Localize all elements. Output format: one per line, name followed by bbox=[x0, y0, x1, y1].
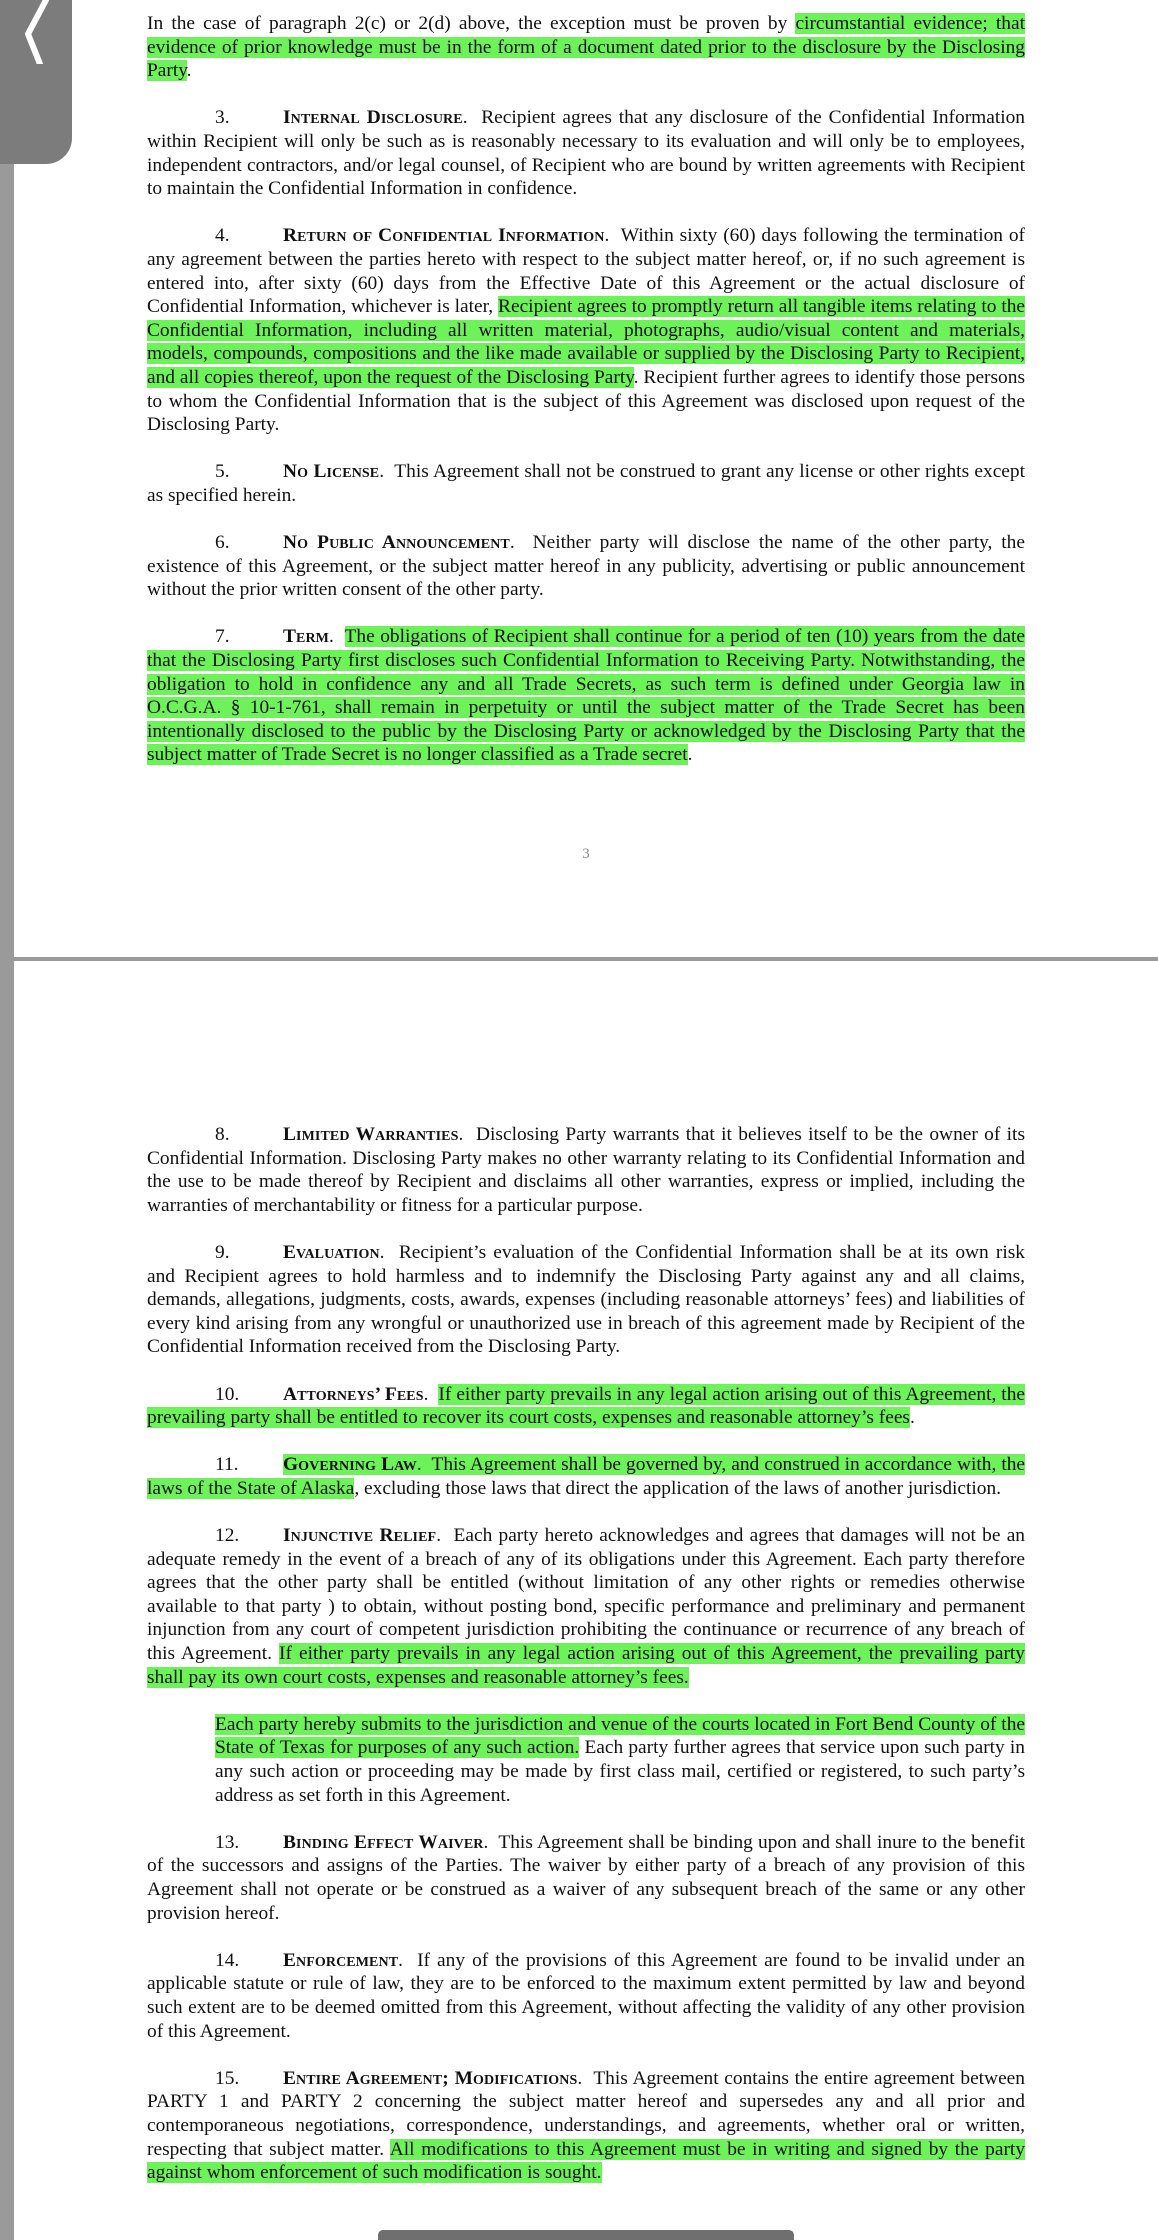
chevron-left-icon bbox=[16, 0, 56, 64]
heading-punctuation: . bbox=[436, 1525, 454, 1547]
section-heading: Return of Confidential Information bbox=[283, 225, 605, 247]
section-13 bbox=[147, 1831, 1025, 1925]
section-9 bbox=[147, 1241, 1025, 1359]
home-indicator[interactable] bbox=[378, 2230, 794, 2240]
section-number: 3. bbox=[215, 107, 230, 129]
section-number: 5. bbox=[215, 461, 230, 483]
section-heading: Limited Warranties bbox=[283, 1124, 459, 1145]
highlighted-text: Each party hereby submits to the jurisdiction and venue of the courts located in Fort Bend County of the State of Texas for purposes of any such action. bbox=[215, 1713, 1025, 1759]
document-page-4 bbox=[14, 961, 1158, 2240]
section-14 bbox=[147, 1949, 1025, 2043]
document-page-3 bbox=[14, 0, 1158, 957]
body-text: Within sixty (60) days following the termination of any agreement between the parties hereto with respect to the subject matter hereof, or, if no such agreement is entered into, after sixty (60) days from the Effective Date of this Agreement or the actual disclosure of Confidential Information, whichever is later, bbox=[147, 225, 1025, 318]
section-3 bbox=[147, 106, 1025, 200]
section-heading: Evaluation bbox=[283, 1241, 380, 1263]
section-6 bbox=[147, 531, 1025, 602]
section-number: 10. bbox=[215, 1383, 240, 1405]
highlighted-text: All modifications to this Agreement must be in writing and signed by the party against whom enforcement of such modification is sought. bbox=[147, 2138, 1026, 2184]
paragraph bbox=[147, 1713, 1025, 1807]
body-text: , excluding those laws that direct the application of the laws of another jurisdiction. bbox=[354, 1477, 1002, 1499]
section-heading: Entire Agreement; Modifications bbox=[283, 2067, 578, 2089]
section-12 bbox=[147, 1524, 1025, 1689]
body-text: Each party further agrees that service upon such party in any such action or proceeding may be made by first class mail, certified or registered, to such party’s address as set forth in this Agreement. bbox=[215, 1737, 1025, 1806]
body-text: This Agreement shall not be construed to grant any license or other rights except as specified herein. bbox=[147, 461, 1025, 506]
highlighted-text: The obligations of Recipient shall continue for a period of ten (10) years from the date that the Disclosing Party first discloses such Confidential Information to Receiving Party. Notwithstanding, the obligation to hold in confidence any and all Trade Secrets, as such term is defined under Georgia law in O.C.G.A. § 10-1-761, shall remain in perpetuity or until the subject matter of the Trade Secret has been intentionally disclosed to the public by the Disclosing Party or acknowledged by the Disclosing Party that the subject matter of Trade Secret is no longer classified as a Trade secret bbox=[147, 626, 1025, 766]
page-number: 3 bbox=[582, 846, 590, 862]
heading-punctuation: . bbox=[416, 1454, 432, 1476]
section-heading: Binding Effect Waiver bbox=[283, 1831, 484, 1853]
paragraph bbox=[147, 12, 1025, 83]
section-number: 9. bbox=[215, 1241, 230, 1263]
heading-punctuation: . bbox=[423, 1383, 439, 1405]
highlighted-text: Recipient agrees to promptly return all tangible items relating to the Confidential Information, including all written material, photographs, audio/visual content and materials, models, compounds, compositions and the like made available or supplied by the Disclosing Party to Recipient, and all copies thereof, upon the request of the Disclosing Party bbox=[147, 296, 1026, 388]
body-text: In the case of paragraph 2(c) or 2(d) above, the exception must be proven by bbox=[147, 13, 796, 34]
section-number: 4. bbox=[215, 225, 230, 247]
heading-punctuation: . bbox=[509, 532, 533, 554]
section-heading: Attorneys’ Fees bbox=[283, 1383, 424, 1405]
section-15 bbox=[147, 2067, 1025, 2185]
section-number: 13. bbox=[215, 1831, 240, 1853]
heading-punctuation: . bbox=[329, 626, 345, 648]
heading-punctuation: . bbox=[379, 1241, 399, 1263]
section-heading: No License bbox=[283, 461, 380, 483]
page-3-body bbox=[147, 12, 1025, 791]
section-10 bbox=[147, 1383, 1025, 1430]
section-number: 15. bbox=[215, 2067, 240, 2089]
heading-punctuation: . bbox=[379, 461, 395, 483]
body-text: . bbox=[687, 744, 693, 766]
body-text: Each party hereto acknowledges and agrees that damages will not be an adequate remedy in the event of a breach of any of its obligations under this Agreement. Each party therefore agrees that the other party shall be entitled (without limitation of any other rights or remedies otherwise available to that party ) to obtain, without posting bond, specific performance and preliminary and permanent injunction from any court of competent jurisdiction prohibiting the continuance or recurrence of any breach of this Agreement. bbox=[147, 1525, 1025, 1665]
section-heading: Internal Disclosure bbox=[283, 107, 463, 129]
highlighted-text: If either party prevails in any legal action arising out of this Agreement, the prevailing party shall be entitled to recover its court costs, expenses and reasonable attorney’s fees bbox=[147, 1383, 1025, 1429]
heading-punctuation: . bbox=[398, 1949, 418, 1971]
section-heading: Governing Law bbox=[283, 1454, 417, 1476]
body-text: Recipient’s evaluation of the Confidential Information shall be at its own risk and Recipient agrees to hold harmless and to indemnify the Disclosing Party against any and all claims, demands, allegations, judgments, costs, awards, expenses (including reasonable attorneys’ fees) and liabilities of every kind arising from any wrongful or unauthorized use in breach of this agreement made by Recipient of the Confidential Information received from the Disclosing Party. bbox=[147, 1241, 1026, 1358]
body-text: Recipient agrees that any disclosure of the Confidential Information within Recipient will only be such as is reasonably necessary to its evaluation and will only be to employees, independent contractors, and/or legal counsel, of Recipient who are bound by written agreements with Recipient to maintain the Confidential Information in confidence. bbox=[147, 107, 1026, 200]
back-button[interactable] bbox=[0, 0, 72, 164]
heading-punctuation: . bbox=[577, 2067, 594, 2089]
section-heading: Enforcement bbox=[283, 1949, 399, 1971]
heading-punctuation: . bbox=[458, 1124, 477, 1145]
body-text: . Recipient further agrees to identify those persons to whom the Confidential Information that is the subject of this Agreement was disclosed upon request of the Disclosing Party. bbox=[147, 366, 1025, 436]
section-8 bbox=[147, 1123, 1025, 1217]
body-text: This Agreement shall be binding upon and shall inure to the benefit of the successors and assigns of the Parties. The waiver by either party of a breach of any provision of this Agreement shall not operate or be construed as a waiver of any subsequent breach of the same or any other provision hereof. bbox=[147, 1831, 1025, 1924]
body-text: . bbox=[909, 1407, 915, 1429]
body-text: Neither party will disclose the name of the other party, the existence of this Agreement, or the subject matter hereof in any publicity, advertising or public announcement without the prior written consent of the other party. bbox=[147, 532, 1025, 601]
section-11 bbox=[147, 1453, 1025, 1500]
section-number: 6. bbox=[215, 532, 230, 554]
body-text: If any of the provisions of this Agreement are found to be invalid under an applicable statute or rule of law, they are to be enforced to the maximum extent permitted by law and beyond such extent are to be deemed omitted from this Agreement, without affecting the validity of any other provision of this Agreement. bbox=[147, 1949, 1025, 2042]
page-4-body bbox=[147, 1123, 1025, 2208]
section-heading: Term bbox=[283, 626, 329, 648]
heading-punctuation: . bbox=[483, 1831, 499, 1853]
body-text: . bbox=[186, 60, 192, 82]
section-number: 7. bbox=[215, 626, 230, 648]
section-heading: Injunctive Relief bbox=[283, 1525, 437, 1547]
highlighted-text: If either party prevails in any legal action arising out of this Agreement, the prevailing party shall pay its own court costs, expenses and reasonable attorney’s fees. bbox=[147, 1643, 1025, 1688]
highlighted-text: This Agreement shall be governed by, and construed in accordance with, the laws of the State of Alaska bbox=[147, 1454, 1026, 1499]
section-number: 8. bbox=[215, 1124, 230, 1145]
body-text: This Agreement contains the entire agreement between PARTY 1 and PARTY 2 concerning the subject matter hereof and supersedes any and all prior and contemporaneous negotiations, correspondence, understandings, and agreements, whether oral or written, respecting that subject matter. bbox=[147, 2067, 1025, 2160]
section-4 bbox=[147, 224, 1025, 436]
section-number: 12. bbox=[215, 1525, 240, 1547]
heading-punctuation: . bbox=[462, 107, 482, 129]
highlighted-text: circumstantial evidence; that evidence of prior knowledge must be in the form of a document dated prior to the disclosure by the Disclosing Party bbox=[147, 13, 1025, 82]
section-number: 14. bbox=[215, 1949, 240, 1971]
heading-punctuation: . bbox=[604, 225, 621, 247]
section-heading: No Public Announcement bbox=[283, 532, 510, 554]
section-7 bbox=[147, 625, 1025, 767]
section-number: 11. bbox=[215, 1454, 239, 1476]
section-5 bbox=[147, 460, 1025, 507]
body-text: Disclosing Party warrants that it believes itself to be the owner of its Confidential Information. Disclosing Party makes no other warranty relating to its Confidential Information and the use to be made thereof by Recipient and disclaims all other warranties, express or implied, including the warranties of merchantability or fitness for a particular purpose. bbox=[147, 1124, 1025, 1216]
